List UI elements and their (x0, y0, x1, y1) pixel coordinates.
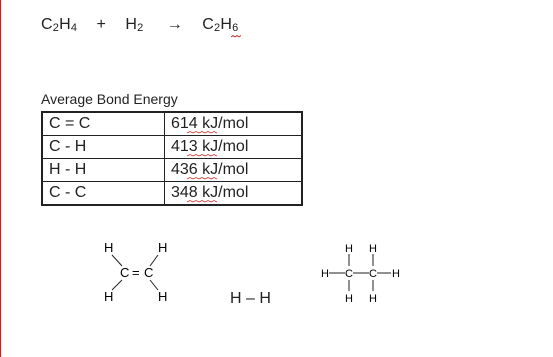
atom-label: H (345, 243, 353, 255)
atom-label: C (144, 265, 154, 280)
ethane-structure (318, 240, 408, 306)
spellcheck-squiggle (187, 177, 217, 180)
plus-sign: + (96, 16, 107, 33)
reactant-ethene: $C_2H_4$ (41, 16, 78, 34)
page-margin-line (0, 0, 1, 357)
atom-label: H (104, 240, 114, 255)
bond-energy-cell: 614 kJ/mol (165, 112, 303, 136)
bond-table-title: Average Bond Energy (41, 91, 178, 107)
bond-type-cell: C - H (42, 136, 165, 159)
atom-label: H (158, 240, 168, 255)
ethene-structure (98, 238, 178, 306)
bond-energy-table (41, 111, 303, 206)
atom-label: H (345, 293, 353, 305)
spellcheck-squiggle (187, 200, 217, 203)
bond-energy-cell: 436 kJ/mol (165, 159, 303, 182)
atom-label: C (345, 268, 353, 280)
table-row (42, 136, 302, 159)
spellcheck-squiggle (187, 154, 217, 157)
atom-label: H (369, 243, 377, 255)
atom-label: H (321, 268, 329, 280)
bond-line (150, 280, 158, 290)
bond-type-cell: H - H (42, 159, 165, 182)
product-ethane: $C_2H_6$ (202, 16, 238, 34)
atom-label: C (369, 268, 377, 280)
atom-label: H (392, 268, 400, 280)
table-row (42, 159, 302, 182)
bond-type-cell: C - C (42, 182, 165, 206)
hydrogen-structure: H – H (230, 290, 271, 307)
table-row (42, 112, 302, 136)
bond-type-cell: C = C (42, 112, 165, 136)
atom-label: H (369, 293, 377, 305)
spellcheck-squiggle (187, 131, 217, 134)
atom-label: H (158, 289, 168, 304)
reaction-equation (41, 16, 238, 34)
bond-energy-cell: 413 kJ/mol (165, 136, 303, 159)
atom-label: H (104, 289, 114, 304)
atom-label: C (120, 265, 130, 280)
spellcheck-squiggle (231, 35, 241, 38)
bond-energy-cell: 348 kJ/mol (165, 182, 303, 206)
table-row (42, 182, 302, 206)
bond-line (112, 280, 122, 290)
double-bond: = (132, 265, 140, 280)
reactant-hydrogen: $H_2$ (125, 16, 144, 34)
reaction-arrow: → (166, 16, 183, 33)
